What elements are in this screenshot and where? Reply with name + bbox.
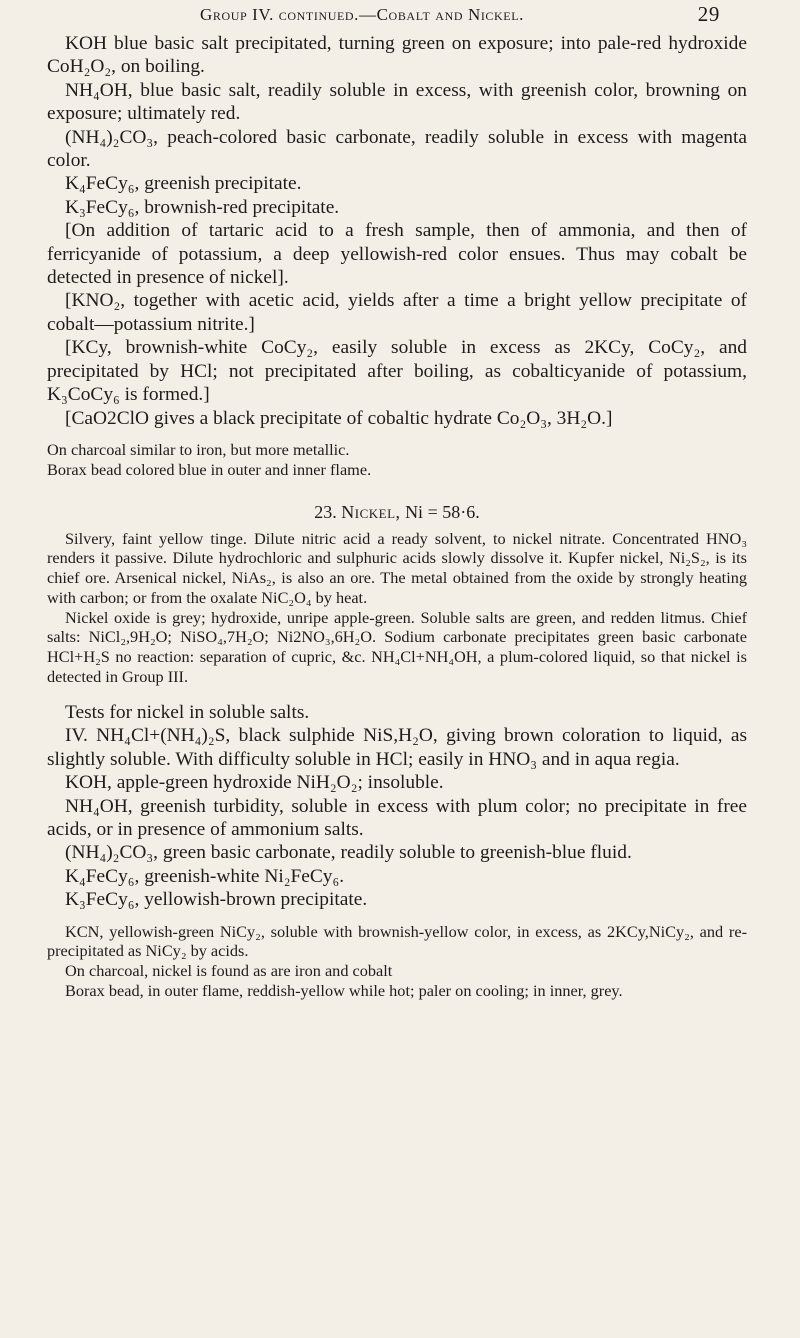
reaction-paragraph: [KNO₂, together with acetic acid, yields after a time a bright yellow precipitate of cobalt—potassium nitrite.] <box>47 290 747 335</box>
note-paragraph: KCN, yellowish-green NiCy₂, soluble with brownish-yellow color, in excess, as 2KCy,NiCy₂, and re-precipitated as NiCy₂ by acids. <box>47 921 747 961</box>
cobalt-notes <box>47 440 747 480</box>
test-paragraph: K₄FeCy₆, greenish-white Ni₂FeCy₆. <box>65 865 345 887</box>
page-number: 29 <box>697 2 720 26</box>
description-paragraph: Silvery, faint yellow tinge. Dilute nitric acid a ready solvent, to nickel nitrate. Concentrated HNO₃ renders it passive. Dilute hydrochloric and sulphuric acids slowly dissolve it. Kupfer nickel, Ni₂S₂, is its chief ore. Arsenical nickel, NiAs₂, is also an ore. The metal obtained from the oxide by strongly heating with carbon; or from the oxalate NiC₂O₄ by heat. <box>47 528 747 607</box>
note-paragraph: Borax bead, in outer flame, reddish-yellow while hot; paler on cooling; in inner, grey. <box>65 980 623 1000</box>
page-body <box>47 32 747 1001</box>
test-paragraph: (NH₄)₂CO₃, green basic carbonate, readily soluble to greenish-blue fluid. <box>65 842 632 864</box>
reaction-paragraph: [CaO2ClO gives a black precipitate of cobaltic hydrate Co₂O₃, 3H₂O.] <box>65 407 613 429</box>
reaction-paragraph: [On addition of tartaric acid to a fresh sample, then of ammonia, and then of ferricyanide of potassium, a deep yellowish-red color ensues. Thus may cobalt be detected in presence of nickel]. <box>47 220 747 289</box>
note-paragraph: On charcoal, nickel is found as are iron and cobalt <box>65 961 393 981</box>
test-paragraph: K₃FeCy₆, yellowish-brown precipitate. <box>65 889 368 911</box>
running-header <box>200 2 720 28</box>
reaction-paragraph: KOH blue basic salt precipitated, turning green on exposure; into pale-red hydroxide CoH₂O₂, on boiling. <box>47 33 747 78</box>
note-paragraph: Borax bead colored blue in outer and inner flame. <box>47 459 372 479</box>
section-formula: Ni = 58·6. <box>405 501 480 522</box>
reaction-paragraph: K₃FeCy₆, brownish-red precipitate. <box>65 196 340 218</box>
nickel-tests <box>47 701 747 912</box>
description-paragraph: Nickel oxide is grey; hydroxide, unripe apple-green. Soluble salts are green, and redden litmus. Chief salts: NiCl₂,9H₂O; NiSO₄,7H₂O; Ni2NO₃,6H₂O. Sodium carbonate precipitates green basic carbonate HCl+H₂S no reaction: separation of cupric, &c. NH₄Cl+NH₄OH, a plum-colored liquid, so that nickel is detected in Group III. <box>47 607 747 687</box>
nickel-description <box>47 529 747 687</box>
note-paragraph: On charcoal similar to iron, but more metallic. <box>47 439 350 459</box>
nickel-notes <box>47 922 747 1001</box>
reaction-paragraph: K₄FeCy₆, greenish precipitate. <box>65 173 302 195</box>
reaction-paragraph: [KCy, brownish-white CoCy₂, easily soluble in excess as 2KCy, CoCy₂, and precipitated by HCl; not precipitated after boiling, as cobalticyanide of potassium, K₃CoCy₆ is formed.] <box>47 337 747 406</box>
section-number: 23. <box>314 501 337 522</box>
running-title: Group IV. continued.—Cobalt and Nickel. <box>200 5 525 24</box>
reaction-paragraph: NH₄OH, blue basic salt, readily soluble in excess, with greenish color, browning on exposure; ultimately red. <box>47 79 747 125</box>
test-paragraph: IV. NH₄Cl+(NH₄)₂S, black sulphide NiS,H₂O, giving brown coloration to liquid, as slightly soluble. With difficulty soluble in HCl; easily in HNO₃ and in aqua regia. <box>47 725 747 770</box>
cobalt-reactions <box>47 32 747 430</box>
test-paragraph: KOH, apple-green hydroxide NiH₂O₂; insoluble. <box>65 772 444 794</box>
reaction-paragraph: (NH₄)₂CO₃, peach-colored basic carbonate, readily soluble in excess with magenta color. <box>47 126 747 172</box>
nickel-section-heading <box>47 502 747 523</box>
tests-heading: Tests for nickel in soluble salts. <box>65 701 310 723</box>
test-paragraph: NH₄OH, greenish turbidity, soluble in excess with plum color; no precipitate in free acids, or in presence of ammonium salts. <box>47 795 747 840</box>
section-name: Nickel, <box>341 501 401 522</box>
